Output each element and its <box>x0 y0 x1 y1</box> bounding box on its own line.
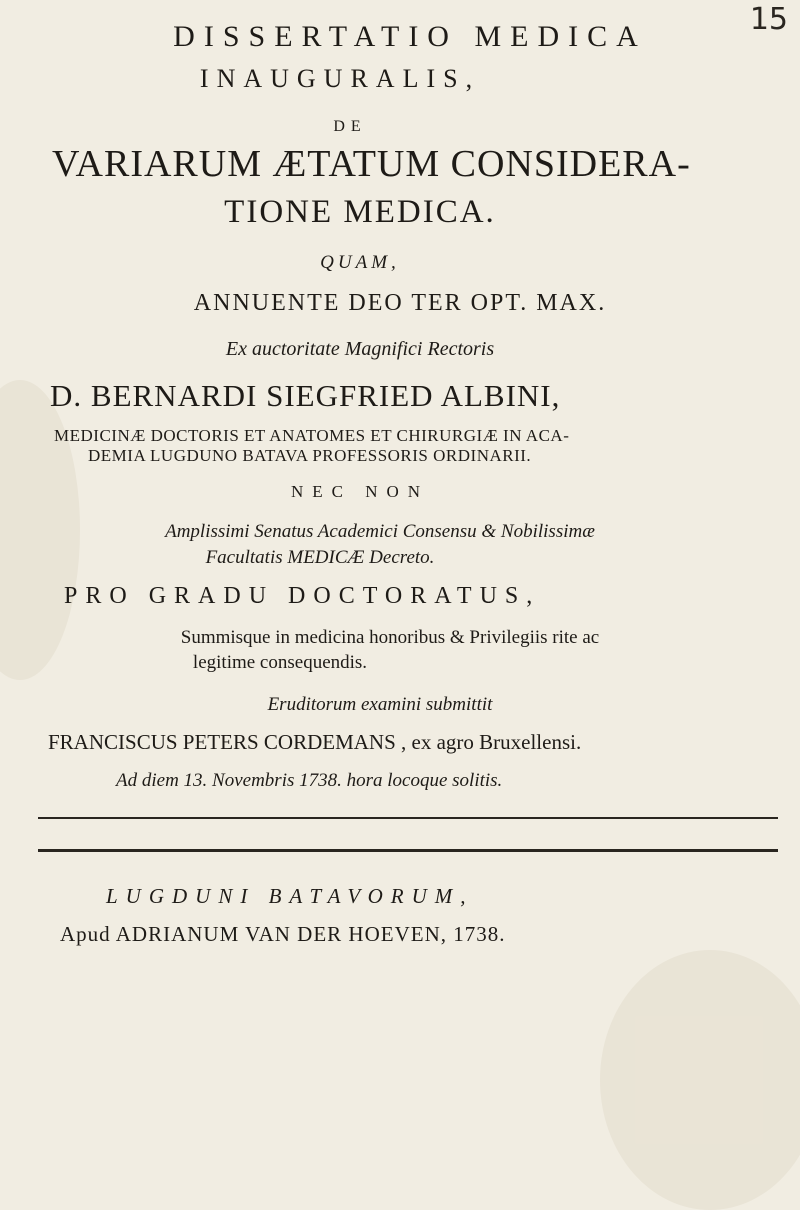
rector-title-2: DEMIA LUGDUNO BATAVA PROFESSORIS ORDINARII. <box>88 446 532 465</box>
legitime-line: legitime consequendis. <box>192 652 368 673</box>
divider-rule-2 <box>38 849 778 852</box>
nec-non: NEC NON <box>290 482 430 501</box>
pro-gradu-line: PRO GRADU DOCTORATUS, <box>64 583 541 609</box>
rector-name: D. BERNARDI SIEGFRIED ALBINI, <box>50 378 561 413</box>
senatus-line: Amplissimi Senatus Academici Consensu & Nobilissimæ <box>165 521 595 542</box>
facultatis-line: Facultatis MEDICÆ Decreto. <box>205 547 435 568</box>
eruditorum-line: Eruditorum examini submittit <box>267 694 493 715</box>
title-line-4: TIONE MEDICA. <box>224 194 496 230</box>
page-number: 15 <box>749 2 788 37</box>
title-quam: QUAM, <box>320 252 400 273</box>
imprint-publisher: Apud ADRIANUM VAN DER HOEVEN, 1738. <box>60 922 506 946</box>
title-line-3: VARIARUM ÆTATUM CONSIDERA- <box>52 143 691 185</box>
paper-stain <box>600 950 800 1210</box>
summisque-line: Summisque in medicina honoribus & Privilegiis rite ac <box>180 627 600 648</box>
author-line: FRANCISCUS PETERS CORDEMANS , ex agro Bruxellensi. <box>48 730 582 754</box>
date-line: Ad diem 13. Novembris 1738. hora locoque solitis. <box>116 770 503 791</box>
imprint-city: LUGDUNI BATAVORUM, <box>106 884 474 908</box>
divider-rule-1 <box>38 817 778 819</box>
title-de: DE <box>333 118 367 135</box>
annuente-line: ANNUENTE DEO TER OPT. MAX. <box>193 290 607 316</box>
title-line-1: DISSERTATIO MEDICA <box>173 20 647 53</box>
auctoritate-line: Ex auctoritate Magnifici Rectoris <box>225 338 495 360</box>
title-line-2: INAUGURALIS, <box>199 64 481 93</box>
rector-title-1: MEDICINÆ DOCTORIS ET ANATOMES ET CHIRURGIÆ IN ACA- <box>54 426 570 445</box>
